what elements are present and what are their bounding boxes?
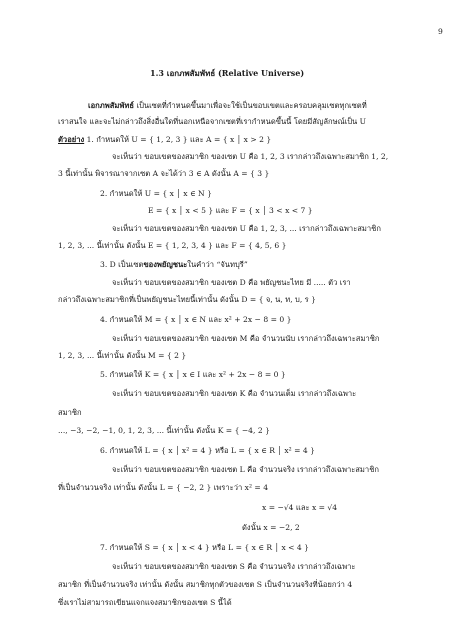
example-3-text-b: ของพยัญชนะ bbox=[143, 260, 188, 269]
example-6-line-5: ดังนั้น x = −2, 2 bbox=[242, 523, 300, 532]
definition-term: เอกภพสัมพัทธ์ bbox=[88, 101, 135, 110]
definition-line-1 bbox=[88, 101, 367, 111]
example-1-line-2: จะเห็นว่า ขอบเขตของสมาชิก ของเซต U คือ 1, 2, 3 เรากล่าวถึงเฉพาะสมาชิก 1, 2, bbox=[112, 152, 389, 161]
example-3-line-2: จะเห็นว่า ขอบเขตของสมาชิก ของเซต D คือ พยัญชนะไทย มี ..... ตัว เรา bbox=[112, 278, 351, 287]
example-5-head: 5. กำหนดให้ K = { x │ x ∈ I และ x² + 2x − 8 = 0 } bbox=[100, 370, 286, 379]
example-5-line-3: สมาชิก bbox=[58, 408, 82, 417]
example-5-line-2: จะเห็นว่า ขอบเขตของสมาชิก ของเซต K คือ จำนวนเต็ม เรากล่าวถึงเฉพาะ bbox=[112, 389, 357, 398]
example-4-line-3: 1, 2, 3, ... นี้เท่านั้น ดังนั้น M = { 2 } bbox=[58, 351, 187, 360]
example-7-line-3: สมาชิก ที่เป็นจำนวนจริง เท่านั้น ดังนั้น สมาชิกทุกตัวของเซต S เป็นจำนวนจริงที่น้อยกว่า 4 bbox=[58, 580, 353, 589]
definition-text: เป็นเซตที่กำหนดขึ้นมาเพื่อจะใช้เป็นขอบเขตและครอบคลุมเซตทุกเซตที่ bbox=[134, 101, 367, 110]
example-1-head bbox=[58, 135, 271, 145]
example-6-head: 6. กำหนดให้ L = { x │ x² = 4 } หรือ L = { x ∈ R │ x² = 4 } bbox=[100, 446, 315, 455]
definition-line-2: เราสนใจ และจะไม่กล่าวถึงสิ่งอื่นใดที่นอกเหนือจากเซตที่เรากำหนดขึ้นนี้ โดยมีสัญลักษณ์เป็น U bbox=[58, 117, 367, 126]
example-2-sets: E = { x │ x < 5 } และ F = { x │ 3 < x < 7 } bbox=[148, 206, 313, 215]
example-2-line-2: จะเห็นว่า ขอบเขตของสมาชิก ของเซต U คือ 1, 2, 3, ... เรากล่าวถึงเฉพาะสมาชิก bbox=[112, 224, 381, 233]
example-6-line-4: x = −√4 และ x = √4 bbox=[262, 503, 338, 512]
example-5-line-4: ..., −3, −2, −1, 0, 1, 2, 3, ... นี้เท่านั้น ดังนั้น K = { −4, 2 } bbox=[58, 426, 270, 435]
example-2-head: 2. กำหนดให้ U = { x │ x ∈ N } bbox=[100, 189, 212, 198]
example-7-line-2: จะเห็นว่า ขอบเขตของสมาชิก ของเซต S คือ จำนวนจริง เรากล่าวถึงเฉพาะ bbox=[112, 562, 356, 571]
example-3-head bbox=[100, 260, 248, 270]
page-number: 9 bbox=[438, 27, 443, 36]
section-title: 1.3 เอกภพสัมพัทธ์ (Relative Universe) bbox=[150, 68, 305, 78]
example-4-head: 4. กำหนดให้ M = { x │ x ∈ N และ x² + 2x − 8 = 0 } bbox=[100, 315, 292, 324]
example-7-line-4: ซึ่งเราไม่สามารถเขียนแจกแจงสมาชิกของเซต S นี้ได้ bbox=[58, 598, 232, 607]
example-2-line-3: 1, 2, 3, ... นี้เท่านั้น ดังนั้น E = { 1, 2, 3, 4 } และ F = { 4, 5, 6 } bbox=[58, 241, 287, 250]
example-4-line-2: จะเห็นว่า ขอบเขตของสมาชิก ของเซต M คือ จำนวนนับ เรากล่าวถึงเฉพาะสมาชิก bbox=[112, 334, 380, 343]
example-1-text: 1. กำหนดให้ U = { 1, 2, 3 } และ A = { x │ x > 2 } bbox=[84, 135, 272, 144]
example-3-text-a: 3. D เป็นเซต bbox=[100, 260, 144, 269]
example-3-text-c: ในคำว่า “จันทบุรี” bbox=[187, 260, 248, 269]
example-1-line-3: 3 นี้เท่านั้น พิจารณาจากเซต A จะได้ว่า 3 ∈ A ดังนั้น A = { 3 } bbox=[58, 169, 270, 178]
example-label: ตัวอย่าง bbox=[58, 135, 85, 144]
example-7-head: 7. กำหนดให้ S = { x │ x < 4 } หรือ L = { x ∈ R │ x < 4 } bbox=[100, 543, 309, 552]
example-6-line-2: จะเห็นว่า ขอบเขตของสมาชิก ของเซต L คือ จำนวนจริง เรากล่าวถึงเฉพาะสมาชิก bbox=[112, 465, 379, 474]
example-6-line-3: ที่เป็นจำนวนจริง เท่านั้น ดังนั้น L = { −2, 2 } เพราะว่า x² = 4 bbox=[58, 483, 269, 492]
example-3-line-3: กล่าวถึงเฉพาะสมาชิกที่เป็นพยัญชนะไทยนี้เท่านั้น ดังนั้น D = { จ, น, ท, บ, ร } bbox=[58, 295, 317, 304]
